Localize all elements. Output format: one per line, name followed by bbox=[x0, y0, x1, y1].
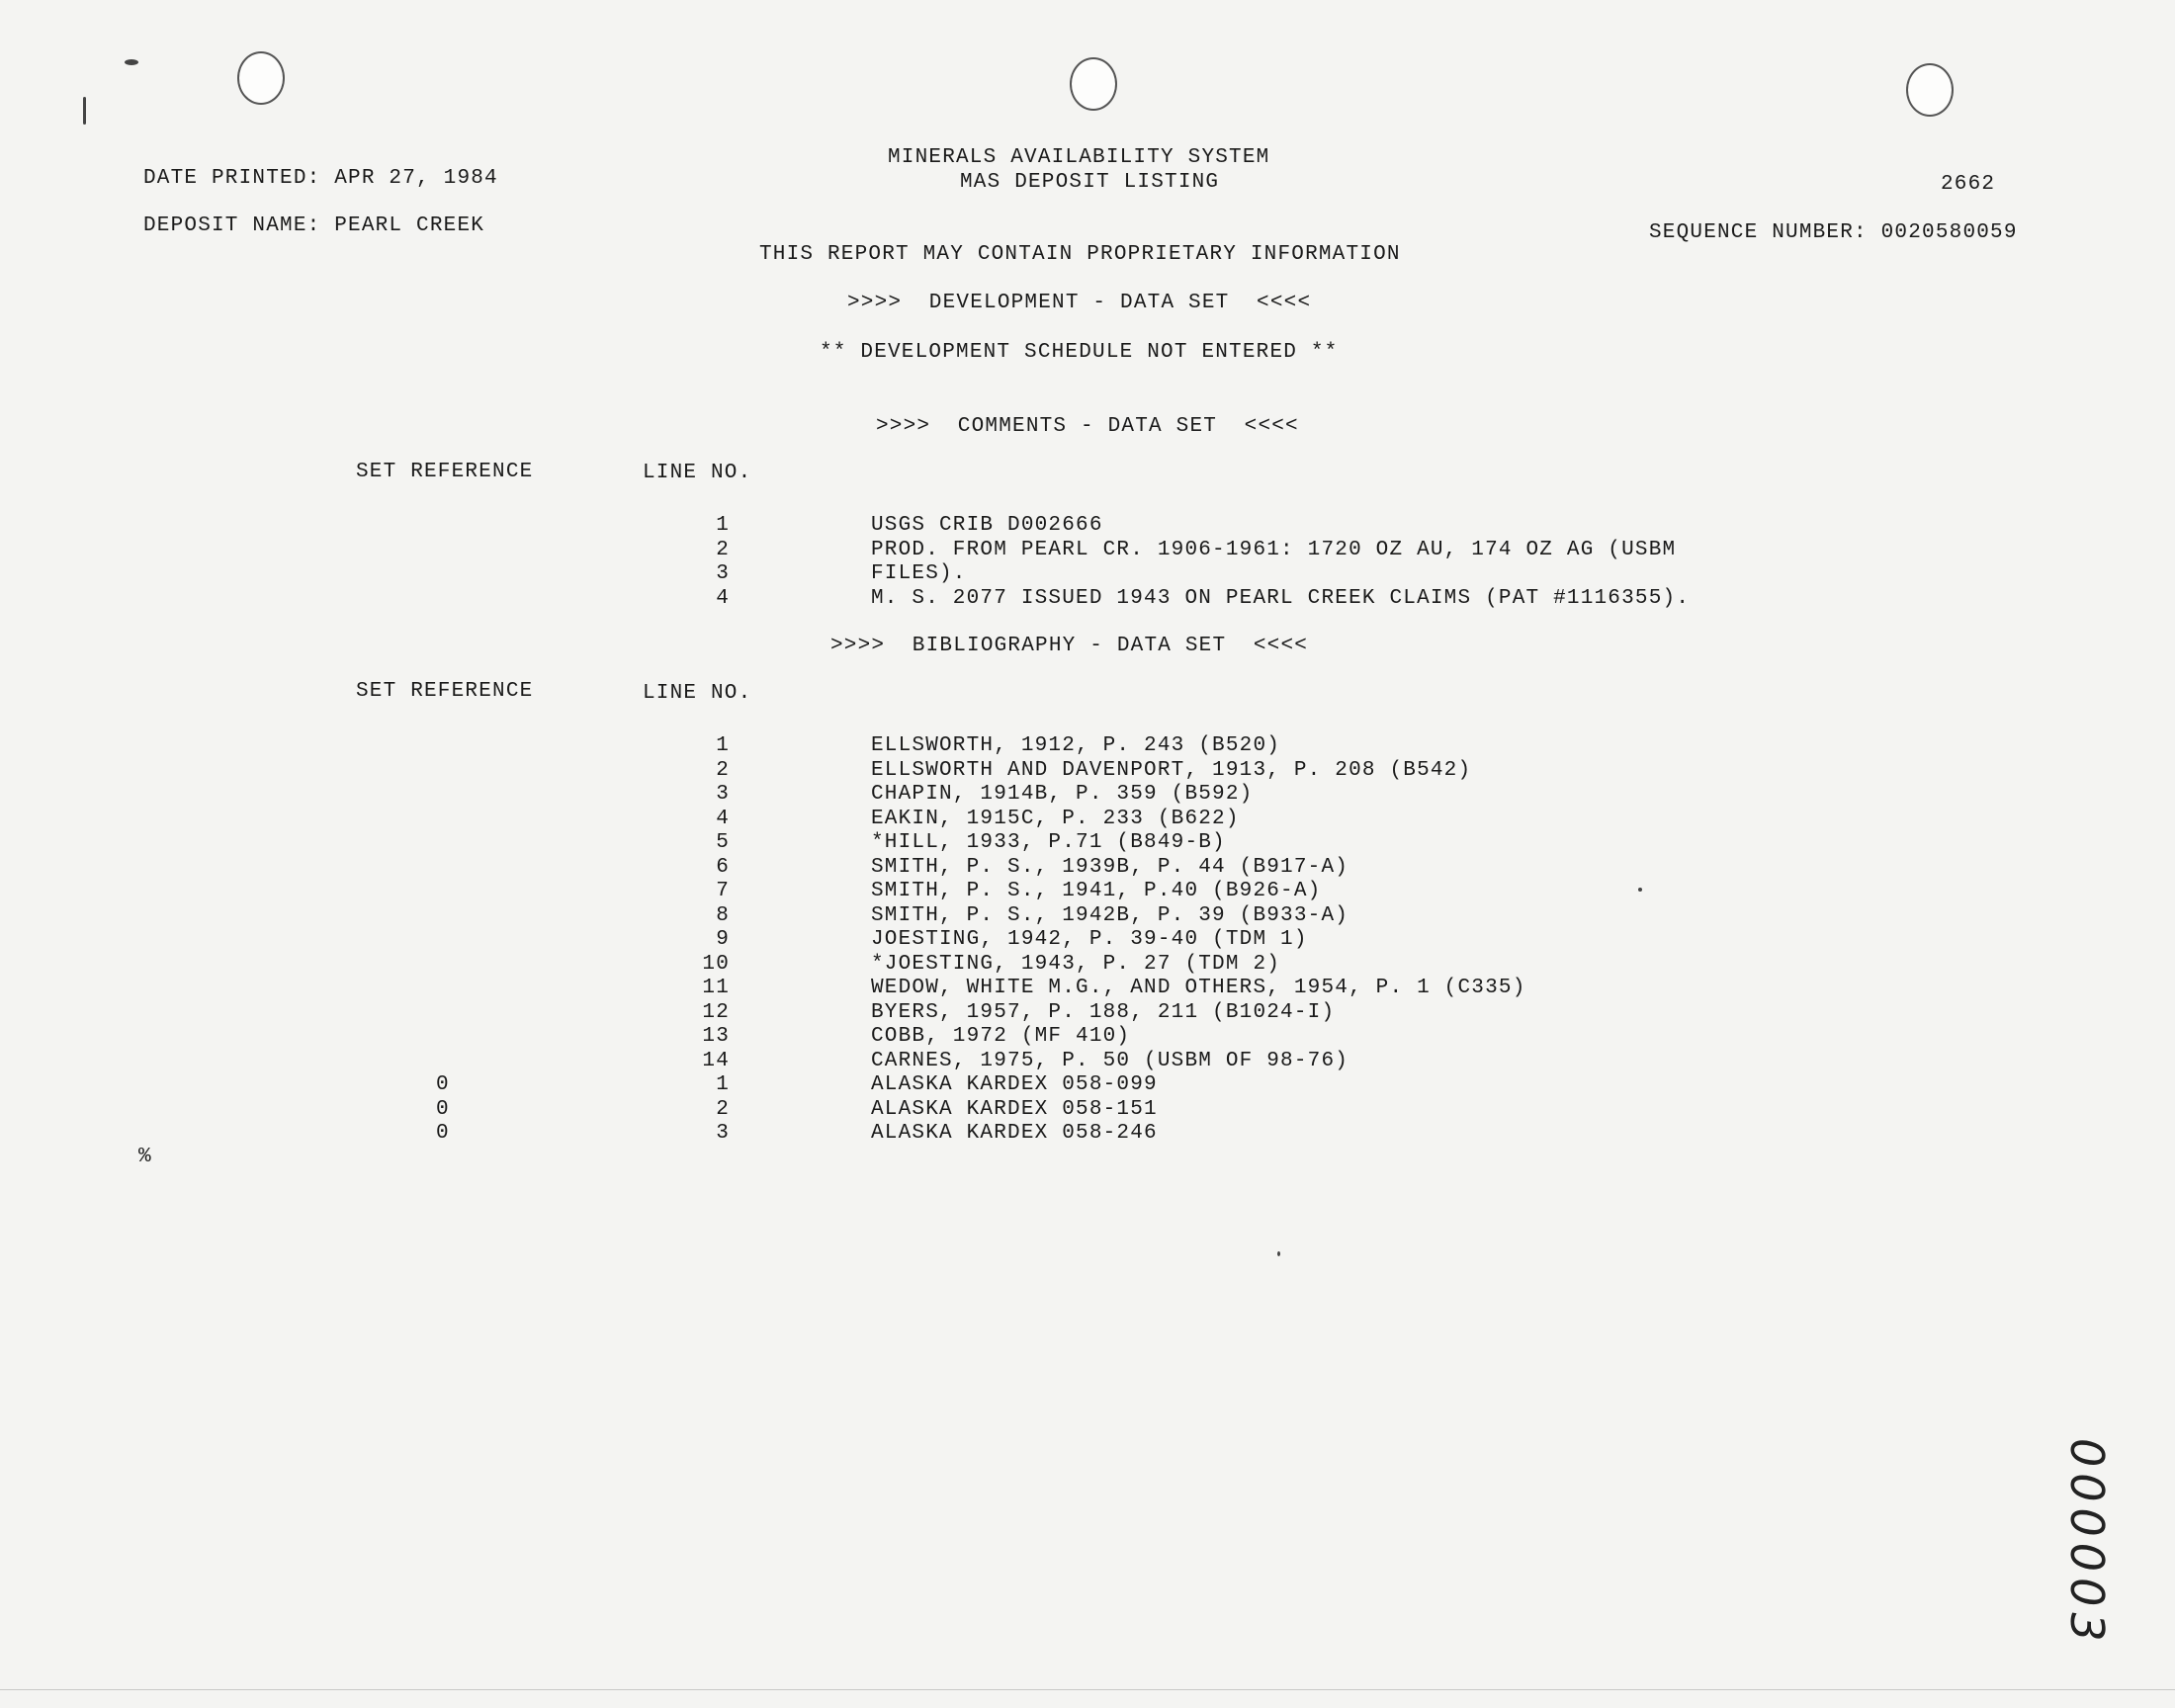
line-number-cell: 2 bbox=[716, 758, 730, 782]
footer-mark: % bbox=[138, 1146, 152, 1168]
scan-speck bbox=[125, 59, 138, 65]
row-text: PROD. FROM PEARL CR. 1906-1961: 1720 OZ AU, 174 OZ AG (USBM bbox=[871, 538, 1677, 561]
comments-heading: >>>> COMMENTS - DATA SET <<<< bbox=[876, 415, 1299, 438]
listing-title: MAS DEPOSIT LISTING bbox=[960, 171, 1220, 194]
row-text: ALASKA KARDEX 058-151 bbox=[871, 1097, 1158, 1121]
scan-speck bbox=[1277, 1251, 1280, 1256]
line-number-cell: 4 bbox=[716, 807, 730, 830]
line-number-cell: 1 bbox=[716, 1073, 730, 1096]
development-note: ** DEVELOPMENT SCHEDULE NOT ENTERED ** bbox=[820, 341, 1339, 364]
development-heading: >>>> DEVELOPMENT - DATA SET <<<< bbox=[847, 292, 1312, 314]
sequence-number: SEQUENCE NUMBER: 0020580059 bbox=[1649, 221, 2018, 244]
line-number-cell: 3 bbox=[716, 783, 730, 806]
line-number-cell: 3 bbox=[716, 1122, 730, 1145]
scan-speck bbox=[1638, 888, 1642, 892]
row-text: COBB, 1972 (MF 410) bbox=[871, 1025, 1131, 1048]
date-printed: DATE PRINTED: APR 27, 1984 bbox=[143, 167, 498, 190]
row-text: JOESTING, 1942, P. 39-40 (TDM 1) bbox=[871, 928, 1308, 951]
line-number-cell: 2 bbox=[716, 1097, 730, 1121]
punch-hole-left bbox=[237, 51, 285, 105]
bibliography-col-line-no: LINE NO. bbox=[643, 682, 752, 705]
row-text: SMITH, P. S., 1941, P.40 (B926-A) bbox=[871, 880, 1322, 902]
line-number-cell: 14 bbox=[702, 1049, 730, 1072]
line-number-cell: 11 bbox=[702, 977, 730, 999]
line-number-cell: 10 bbox=[702, 952, 730, 976]
row-text: BYERS, 1957, P. 188, 211 (B1024-I) bbox=[871, 1000, 1336, 1024]
page-number: 2662 bbox=[1941, 173, 1996, 196]
line-number-cell: 3 bbox=[716, 562, 730, 586]
row-text: USGS CRIB D002666 bbox=[871, 514, 1103, 537]
line-number-cell: 1 bbox=[716, 514, 730, 537]
line-number-cell: 4 bbox=[716, 586, 730, 610]
row-text: *HILL, 1933, P.71 (B849-B) bbox=[871, 831, 1226, 854]
row-text: CARNES, 1975, P. 50 (USBM OF 98-76) bbox=[871, 1049, 1349, 1072]
system-title: MINERALS AVAILABILITY SYSTEM bbox=[888, 146, 1270, 169]
line-number-cell: 2 bbox=[716, 538, 730, 561]
line-number-cell: 8 bbox=[716, 903, 730, 927]
comments-col-set-reference: SET REFERENCE bbox=[356, 461, 534, 483]
scan-mark bbox=[83, 97, 86, 125]
set-reference-cell: 0 bbox=[436, 1097, 450, 1121]
row-text: WEDOW, WHITE M.G., AND OTHERS, 1954, P. 1 (C335) bbox=[871, 977, 1526, 999]
line-number-cell: 5 bbox=[716, 831, 730, 854]
row-text: ALASKA KARDEX 058-246 bbox=[871, 1122, 1158, 1145]
row-text: CHAPIN, 1914B, P. 359 (B592) bbox=[871, 783, 1254, 806]
punch-hole-center bbox=[1070, 57, 1117, 111]
line-number-cell: 9 bbox=[716, 928, 730, 951]
comments-col-line-no: LINE NO. bbox=[643, 462, 752, 484]
line-number-cell: 7 bbox=[716, 880, 730, 902]
line-number-cell: 13 bbox=[702, 1025, 730, 1048]
set-reference-cell: 0 bbox=[436, 1073, 450, 1096]
punch-hole-right bbox=[1906, 63, 1954, 117]
set-reference-cell: 0 bbox=[436, 1122, 450, 1145]
handwritten-page-number: 000003 bbox=[2060, 1438, 2114, 1648]
proprietary-notice: THIS REPORT MAY CONTAIN PROPRIETARY INFORMATION bbox=[759, 243, 1401, 266]
row-text: SMITH, P. S., 1939B, P. 44 (B917-A) bbox=[871, 855, 1349, 879]
row-text: SMITH, P. S., 1942B, P. 39 (B933-A) bbox=[871, 903, 1349, 927]
line-number-cell: 1 bbox=[716, 734, 730, 757]
line-number-cell: 6 bbox=[716, 855, 730, 879]
row-text: M. S. 2077 ISSUED 1943 ON PEARL CREEK CLAIMS (PAT #1116355). bbox=[871, 586, 1691, 610]
row-text: *JOESTING, 1943, P. 27 (TDM 2) bbox=[871, 952, 1281, 976]
row-text: FILES). bbox=[871, 562, 967, 586]
deposit-name: DEPOSIT NAME: PEARL CREEK bbox=[143, 214, 485, 237]
row-text: ELLSWORTH, 1912, P. 243 (B520) bbox=[871, 734, 1281, 757]
bibliography-col-set-reference: SET REFERENCE bbox=[356, 680, 534, 703]
row-text: ELLSWORTH AND DAVENPORT, 1913, P. 208 (B542) bbox=[871, 758, 1472, 782]
page-edge bbox=[0, 1689, 2175, 1690]
bibliography-heading: >>>> BIBLIOGRAPHY - DATA SET <<<< bbox=[830, 635, 1309, 657]
row-text: EAKIN, 1915C, P. 233 (B622) bbox=[871, 807, 1240, 830]
line-number-cell: 12 bbox=[702, 1000, 730, 1024]
row-text: ALASKA KARDEX 058-099 bbox=[871, 1073, 1158, 1096]
